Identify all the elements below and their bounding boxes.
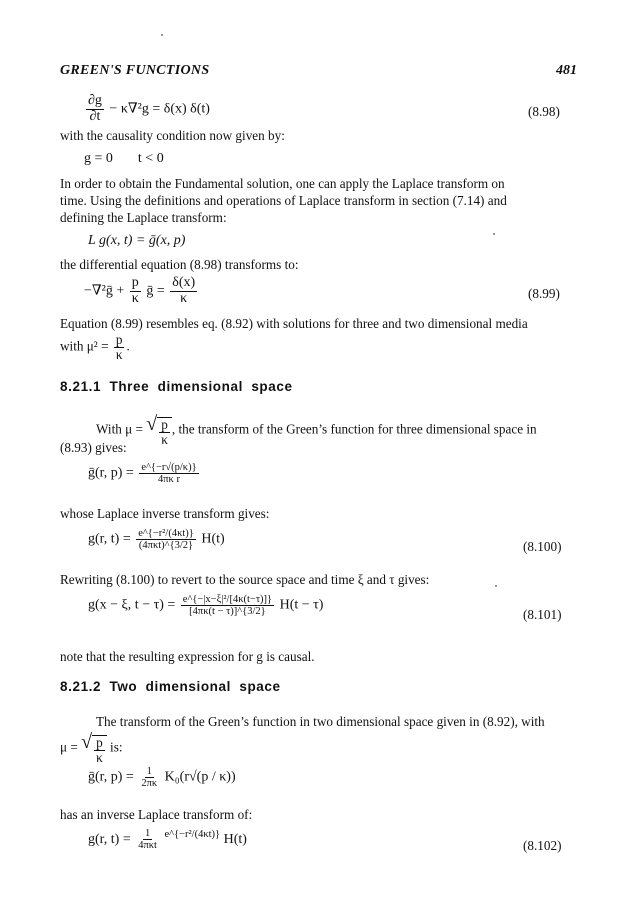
laplace-definition: L g(x, t) = ḡ(x, p)	[88, 233, 186, 248]
paragraph-laplace-line-1: In order to obtain the Fundamental solution, one can apply the Laplace transform on	[60, 176, 505, 191]
paragraph-inverse-transform: whose Laplace inverse transform gives:	[60, 506, 270, 521]
eq-8-99-frac-den: κ	[131, 290, 139, 306]
eq-8-100-after: H(t)	[201, 531, 225, 547]
eq-8-101-den: [4πκ(t − τ)]^{3/2}	[189, 606, 266, 618]
equation-gbar-2d	[88, 766, 236, 789]
page-number: 481	[556, 63, 577, 78]
paragraph-with-mu	[96, 414, 537, 447]
paragraph-causality-intro: with the causality condition now given by:	[60, 128, 285, 143]
eq-8-101-lhs: g(x − ξ, t − τ) =	[88, 597, 176, 613]
causality-g: g = 0	[84, 151, 113, 166]
paragraph-transforms-to: the differential equation (8.98) transforms to:	[60, 257, 299, 272]
paragraph-mu-is	[60, 732, 123, 765]
gbar2-after: K₀(r√(p / κ))	[164, 769, 236, 785]
running-header-title: GREEN'S FUNCTIONS	[60, 63, 210, 78]
eq-8-98-rest: − κ∇²g = δ(x) δ(t)	[109, 101, 210, 117]
paragraph-has-inverse: has an inverse Laplace transform of:	[60, 807, 253, 822]
eq-8-99-lhs: −∇²ḡ +	[84, 283, 125, 299]
gbar2-lhs: ḡ(r, p) =	[88, 769, 134, 785]
mu-is-post: is:	[110, 739, 123, 755]
paragraph-resembles: Equation (8.99) resembles eq. (8.92) with solutions for three and two dimensional media	[60, 316, 528, 331]
eq-8-102-lhs: g(r, t) =	[88, 832, 131, 847]
equation-8-98	[84, 94, 210, 124]
scan-speck	[495, 585, 497, 587]
paragraph-laplace-line-2: time. Using the definitions and operations of Laplace transform in section (7.14) and	[60, 193, 507, 208]
gbar2-den: 2πκ	[141, 778, 158, 790]
equation-8-102	[88, 828, 247, 851]
paragraph-two-dim-transform: The transform of the Green’s function in two dimensional space given in (8.92), with	[96, 714, 545, 729]
scan-speck	[493, 233, 495, 235]
equation-number-8-101: (8.101)	[523, 607, 562, 622]
eq-8-98-frac-den: ∂t	[89, 108, 101, 124]
mu-is-rad-den: κ	[96, 749, 103, 765]
with-mu-post: , the transform of the Green’s function for three dimensional space in	[171, 421, 537, 437]
with-mu-rad-den: κ	[161, 431, 168, 447]
eq-8-100-lhs: g(r, t) =	[88, 531, 131, 547]
gbar2-num: 1	[146, 766, 152, 777]
sqrt-symbol: √	[146, 413, 158, 435]
eq-8-100-num: e^{−r²/(4κt)}	[138, 528, 194, 539]
scan-speck	[161, 34, 163, 36]
mu-squared-text: with μ² =	[60, 338, 109, 354]
gbar3-den: 4πκ r	[158, 474, 180, 486]
equation-8-101	[88, 594, 323, 617]
eq-8-99-after: ḡ =	[146, 283, 165, 299]
gbar3-lhs: ḡ(r, p) =	[88, 465, 134, 481]
eq-8-99-frac-num: p	[131, 275, 139, 290]
mu-is-pre: μ =	[60, 739, 78, 755]
with-mu-rad-num: p	[161, 417, 168, 432]
equation-8-100	[88, 528, 225, 551]
equation-8-99	[84, 276, 199, 306]
section-heading-8-21-2: 8.21.2 Two dimensional space	[60, 679, 281, 694]
equation-number-8-99: (8.99)	[528, 286, 560, 301]
paragraph-causal-note: note that the resulting expression for g is causal.	[60, 649, 315, 664]
eq-8-102-num: 1	[144, 828, 151, 840]
eq-8-101-num: e^{−|x−ξ|²/[4κ(t−τ)]}	[182, 594, 273, 605]
eq-8-100-den: (4πκt)^{3/2}	[138, 540, 194, 552]
equation-gbar-3d	[88, 462, 201, 485]
mu-is-rad-num: p	[96, 735, 103, 750]
causality-condition	[84, 150, 164, 168]
causality-t: t < 0	[137, 151, 164, 166]
equation-number-8-100: (8.100)	[523, 539, 562, 554]
paragraph-laplace-line-3: defining the Laplace transform:	[60, 210, 227, 225]
with-mu-pre: With μ =	[96, 421, 143, 437]
eq-8-98-frac-num: ∂g	[88, 93, 102, 108]
paragraph-893-gives: (8.93) gives:	[60, 440, 127, 455]
mu-squared-den: κ	[115, 346, 123, 362]
section-heading-8-21-1: 8.21.1 Three dimensional space	[60, 379, 293, 394]
eq-8-102-exp: e^{−r²/(4κt)}	[164, 829, 221, 840]
mu-squared-end: .	[126, 338, 130, 354]
eq-8-102-after: H(t)	[223, 832, 247, 847]
equation-number-8-102: (8.102)	[523, 838, 562, 853]
eq-8-99-rhs-num: δ(x)	[172, 275, 196, 290]
eq-8-99-rhs-den: κ	[180, 290, 188, 306]
eq-8-102-den: 4πκt	[138, 840, 157, 852]
gbar3-num: e^{−r√(p/κ)}	[141, 462, 197, 473]
eq-8-101-after: H(t − τ)	[279, 597, 324, 613]
equation-number-8-98: (8.98)	[528, 104, 560, 119]
paragraph-rewriting: Rewriting (8.100) to revert to the source space and time ξ and τ gives:	[60, 572, 430, 587]
sqrt-symbol-2: √	[81, 731, 93, 753]
paragraph-mu-squared	[60, 333, 130, 362]
mu-squared-num: p	[115, 332, 123, 347]
